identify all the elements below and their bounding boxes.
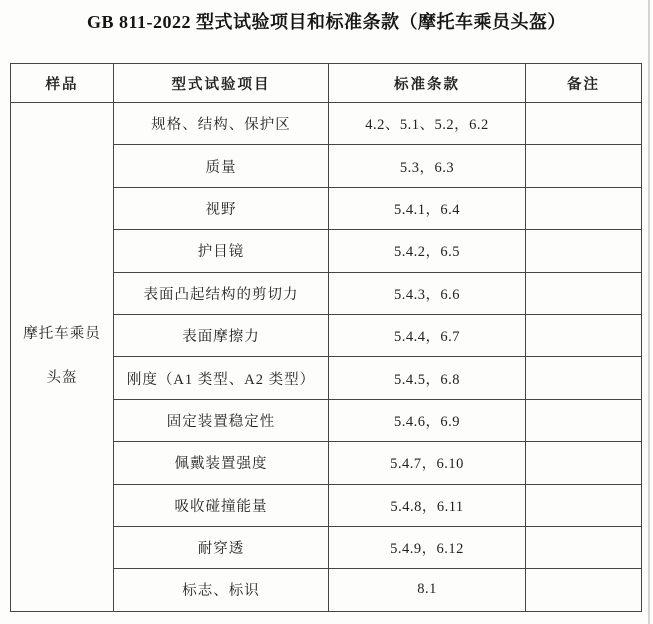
remark-cell xyxy=(526,187,642,229)
remark-cell xyxy=(526,569,642,611)
test-items-table xyxy=(10,63,642,612)
remark-cell xyxy=(526,357,642,399)
clauses-cell: 5.4.2，6.5 xyxy=(329,230,526,272)
test-item-cell: 固定装置稳定性 xyxy=(114,399,329,441)
test-item-cell: 视野 xyxy=(114,187,329,229)
test-item-cell: 耐穿透 xyxy=(114,526,329,568)
test-item-cell: 吸收碰撞能量 xyxy=(114,484,329,526)
remark-cell xyxy=(526,442,642,484)
col-header-remark: 备注 xyxy=(526,64,642,103)
test-item-cell: 规格、结构、保护区 xyxy=(114,103,329,145)
clauses-cell: 5.4.6，6.9 xyxy=(329,399,526,441)
clauses-cell: 5.4.4，6.7 xyxy=(329,314,526,356)
col-header-sample: 样品 xyxy=(11,64,114,103)
test-item-cell: 表面摩擦力 xyxy=(114,314,329,356)
clauses-cell: 5.4.5，6.8 xyxy=(329,357,526,399)
clauses-cell: 5.4.7，6.10 xyxy=(329,442,526,484)
remark-cell xyxy=(526,103,642,145)
test-item-cell: 刚度（A1 类型、A2 类型） xyxy=(114,357,329,399)
test-item-cell: 质量 xyxy=(114,145,329,187)
clauses-cell: 4.2、5.1、5.2，6.2 xyxy=(329,103,526,145)
remark-cell xyxy=(526,230,642,272)
clauses-cell: 5.4.8，6.11 xyxy=(329,484,526,526)
sample-label-line-1: 摩托车乘员 xyxy=(23,326,101,343)
test-item-cell: 标志、标识 xyxy=(114,569,329,611)
sample-cell xyxy=(11,103,114,612)
remark-cell xyxy=(526,272,642,314)
scan-edge-artifact xyxy=(648,0,650,624)
table-row xyxy=(11,103,642,145)
remark-cell xyxy=(526,526,642,568)
clauses-cell: 5.4.1，6.4 xyxy=(329,187,526,229)
remark-cell xyxy=(526,399,642,441)
clauses-cell: 5.4.3，6.6 xyxy=(329,272,526,314)
clauses-cell: 5.4.9，6.12 xyxy=(329,526,526,568)
remark-cell xyxy=(526,145,642,187)
sample-label-line-2: 头盔 xyxy=(46,369,78,386)
col-header-item: 型式试验项目 xyxy=(114,64,329,103)
col-header-clauses: 标准条款 xyxy=(329,64,526,103)
test-item-cell: 表面凸起结构的剪切力 xyxy=(114,272,329,314)
test-item-cell: 护目镜 xyxy=(114,230,329,272)
clauses-cell: 5.3，6.3 xyxy=(329,145,526,187)
remark-cell xyxy=(526,484,642,526)
page-title: GB 811-2022 型式试验项目和标准条款（摩托车乘员头盔） xyxy=(86,12,566,32)
remark-cell xyxy=(526,314,642,356)
clauses-cell: 8.1 xyxy=(329,569,526,611)
table-header-row xyxy=(11,64,642,103)
test-item-cell: 佩戴装置强度 xyxy=(114,442,329,484)
